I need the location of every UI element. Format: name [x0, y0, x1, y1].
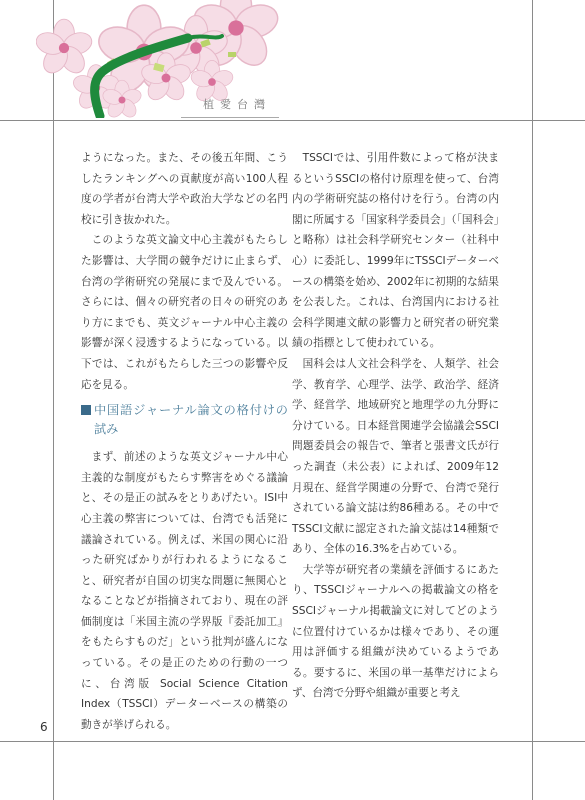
paragraph: ようになった。また、その後五年間、こうしたランキングへの貢献度が高い100人程度の学者が台湾大学や政治大学などの名門校に引き抜かれた。: [81, 152, 288, 226]
right-rule: [532, 0, 533, 800]
top-rule: [0, 120, 585, 121]
left-rule: [53, 0, 54, 800]
paragraph: 大学等が研究者の業績を評価するにあたり、TSSCIジャーナルへの掲載論文の格をSSCIジャーナル掲載論文に対してどのように位置付けているかは様々であり、その運用は評価する組織が決めているようである。要するに、米国の単一基準だけによらず、台湾で分野や組織が重要と考え: [292, 563, 499, 700]
left-column: [81, 148, 288, 735]
running-head: 植愛台灣: [203, 98, 271, 111]
paragraph: TSSCIでは、引用件数によって格が決まるというSSCIの格付け原理を使って、台湾内の学術研究誌の格付けを行う。台湾の内閣に所属する「国家科学委員会」（「国科会」と略称）は社会科学研究センター（社科中心）に委託し、1999年にTSSCIデーターベースの構築を始め、2002年に初期的な結果を公表した。これは、台湾国内における社会科学関連文献の影響力と研究者の研究業績の指標として使われている。: [292, 152, 499, 350]
bottom-rule: [0, 741, 585, 742]
square-bullet-icon: [81, 405, 91, 415]
paragraph: 国科会は人文社会科学を、人類学、社会学、教育学、心理学、法学、政治学、経済学、経営学、地域研究と地理学の九分野に分けている。日本経営関連学会協議会SSCI問題委員会の報告で、筆者と張書文氏が行った調査（未公表）によれば、2009年12月現在、経営学関連の分野で、台湾で発行されている論文誌は約86種ある。その中でTSSCI文献に認定された論文誌は14種類であり、全体の16.3%を占めている。: [292, 357, 499, 556]
section-heading-text: 中国語ジャーナル論文の格付けの試み: [94, 403, 288, 437]
right-column: [292, 148, 499, 704]
paragraph: まず、前述のような英文ジャーナル中心主義的な制度がもたらす弊害をめぐる議論と、その是正の試みをとりあげたい。ISI中心主義の弊害については、台湾でも活発に議論されている。例えば、米国の関心に沿った研究ばかりが行われるようになること、研究者が自国の切実な問題に無関心となることなどが指摘されており、現在の評価制度は「米国主流の学界版『委託加工』をもたらすものだ」という批判が盛んになっている。その是正のための行動の一つに、台湾版 Social Science Citation Index（TSSCI）データーベースの構築の動きが挙げられる。: [81, 451, 288, 731]
section-heading: [81, 401, 288, 439]
paragraph: このような英文論文中心主義がもたらした影響は、大学間の競争だけに止まらず、台湾の学術研究の発展にまで及んでいる。さらには、個々の研究者の日々の研究のあり方にまでも、英文ジャーナル中心主義の影響が深く浸透するようになっている。以下では、これがもたらした三つの影響や反応を見る。: [81, 234, 288, 391]
page-number: 6: [40, 720, 48, 734]
